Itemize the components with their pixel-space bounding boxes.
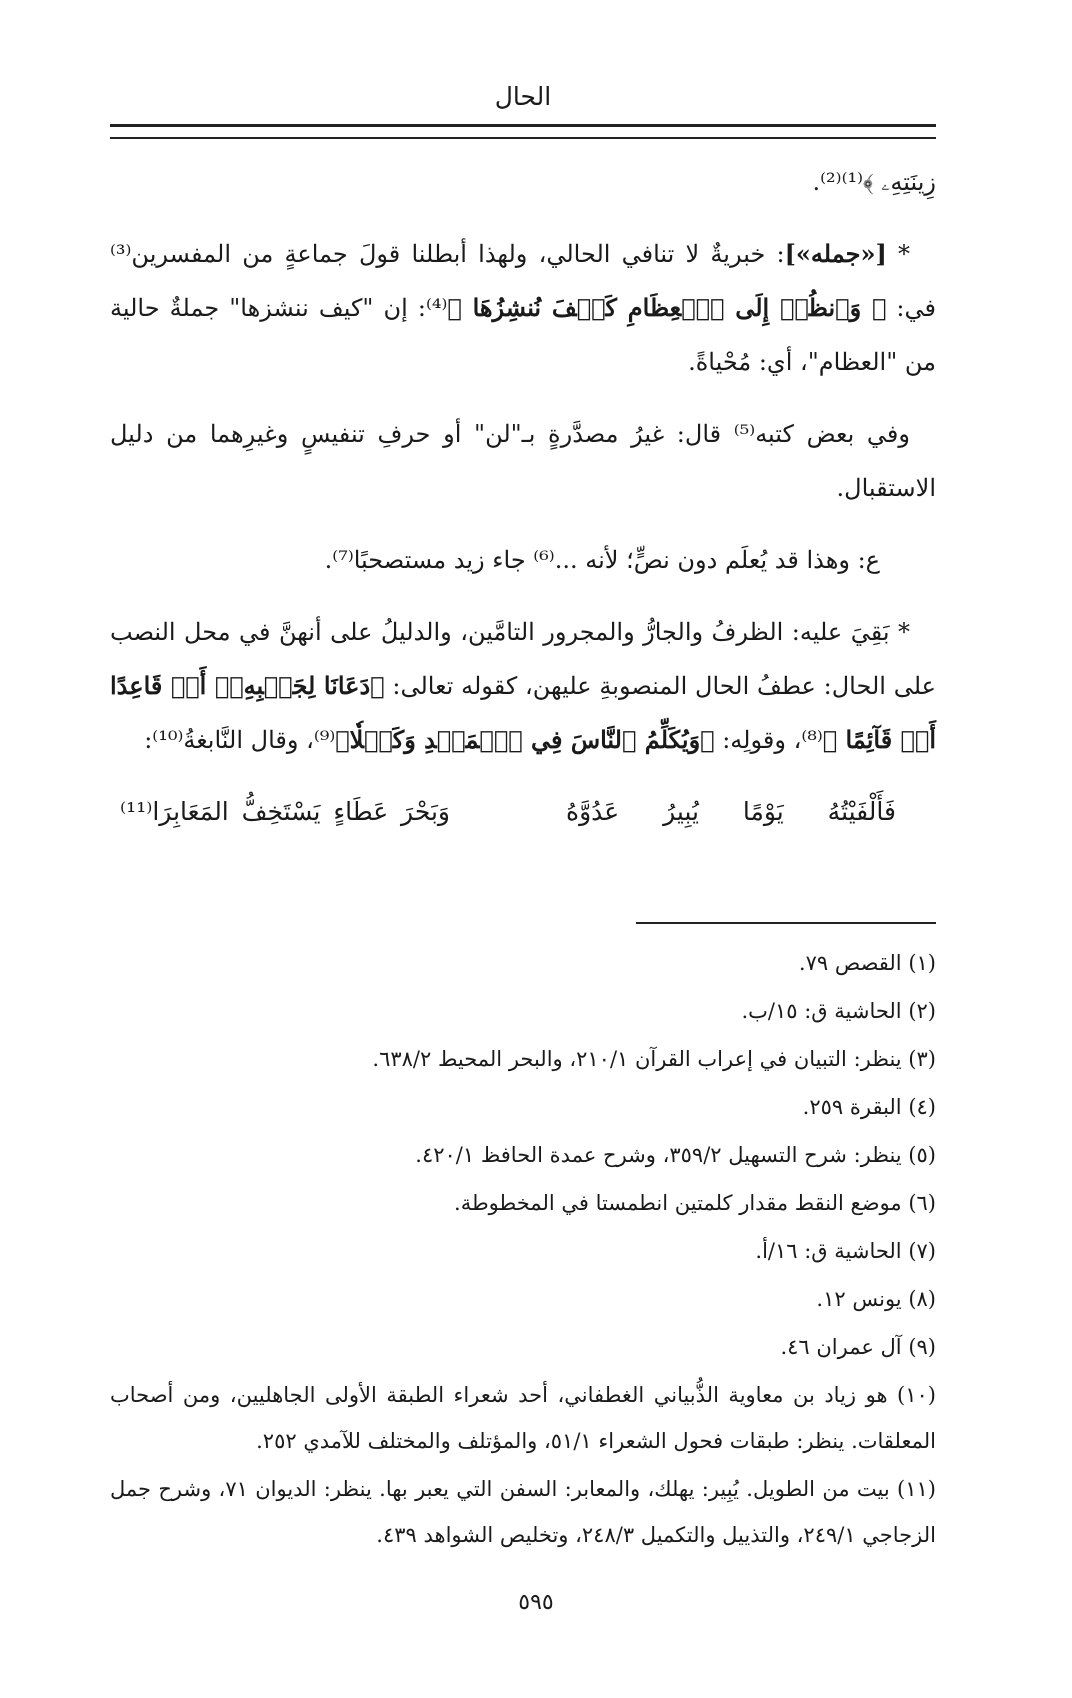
footnote: (٦) موضع النقط مقدار كلمتين انطمستا في المخطوطة.: [454, 1191, 936, 1215]
verse-first-hemistich: [566, 785, 896, 839]
paragraph-4-c: ⁽⁹⁾، وقال النَّابغةُ⁽¹⁰⁾:: [144, 726, 336, 754]
verse-word: يَوْمًا: [742, 797, 784, 826]
paragraph-0: زِينَتِهِۦ ﴾⁽¹⁾⁽²⁾.: [812, 168, 936, 196]
quran-quote-2: ﴿دَعَانَا لِجَنۢبِهِۦٓ أَوۡ قَاعِدًا أَوۡ قَآئِمًا ﴾: [110, 671, 936, 754]
poetry-verse: [110, 785, 936, 839]
footnote-separator: [636, 922, 936, 924]
paragraph-4-a: * بَقِيَ عليه: الظرفُ والجارُّ والمجرور التامَّين، والدليلُ على أنهنَّ في محل النصب على الحال: عطفُ الحال المنصوبةِ عليهن، كقوله تعالى:: [110, 618, 936, 700]
paragraph-4-b: ⁽⁸⁾، وقولِه:: [714, 726, 823, 754]
paragraph-2: وفي بعض كتبه⁽⁵⁾ قال: غيرُ مصدَّرةٍ بـ"لن" أو حرفِ تنفيسٍ وغيرِهما من دليل الاستقبال.: [110, 420, 936, 502]
footnote: (٧) الحاشية ق: ١٦/أ.: [755, 1239, 936, 1263]
page-number: ٥٩٥: [518, 1590, 554, 1615]
footnote: (٢) الحاشية ق: ١٥/ب.: [741, 999, 936, 1023]
verse-word: يَسْتَخِفُّ: [241, 797, 321, 826]
term-label: [«جمله»]: [784, 239, 887, 268]
verse-word: وَبَحْرَ: [401, 797, 450, 826]
paragraph-1: [110, 227, 936, 389]
footnote: (٨) يونس ١٢.: [816, 1287, 936, 1311]
verse-word: فَأَلْفَيْتُهُ: [827, 797, 896, 826]
header-rule-thick: [110, 124, 936, 127]
footnote: (٣) ينظر: التبيان في إعراب القرآن ٢١٠/١، والبحر المحيط ٦٣٨/٢.: [372, 1047, 936, 1071]
paragraph-3: ع: وهذا قد يُعلَم دون نصٍّ؛ لأنه ...⁽⁶⁾ جاء زيد مستصحبًا⁽⁷⁾.: [324, 546, 880, 574]
footnote: (٩) آل عمران ٤٦.: [780, 1335, 936, 1359]
paragraph-1-rest: ⁽⁴⁾: إن "كيف ننشزها" جملةٌ حالية من "العظام"، أي: مُحْياةً.: [110, 294, 936, 376]
verse-word: عَطَاءٍ: [333, 797, 389, 826]
verse-second-hemistich: [120, 785, 450, 839]
header-rule-thin: [110, 137, 936, 139]
main-text: [110, 155, 936, 839]
quran-quote-3: ﴿وَيُكَلِّمُ ٱلنَّاسَ فِي ٱلۡمَهۡدِ وَكَهۡلٗا﴾: [335, 725, 715, 754]
footnotes: [110, 940, 936, 1560]
running-header: الحال: [494, 82, 552, 111]
footnote: (٥) ينظر: شرح التسهيل ٣٥٩/٢، وشرح عمدة الحافظ ٤٢٠/١.: [415, 1143, 936, 1167]
footnote: (١٠) هو زياد بن معاوية الذُّبياني الغطفاني، أحد شعراء الطبقة الأولى الجاهليين، ومن أصحاب المعلقات. ينظر: طبقات فحول الشعراء ٥١/١، والمؤتلف والمختلف للآمدي ٢٥٢.: [110, 1383, 936, 1453]
verse-word: عَدُوَّهُ: [566, 797, 620, 826]
quran-quote-1: ﴿ وَٱنظُرۡ إِلَى ٱلۡعِظَامِ كَيۡفَ نُنشِزُهَا ﴾: [447, 293, 887, 322]
footnote: (١) القصص ٧٩.: [798, 951, 936, 975]
star-marker: *: [886, 240, 910, 268]
footnote: (٤) البقرة ٢٥٩.: [802, 1095, 936, 1119]
footnote: (١١) بيت من الطويل. يُبِير: يهلك، والمعابر: السفن التي يعبر بها. ينظر: الديوان ٧١، وشرح جمل الزجاجي ٢٤٩/١، والتذييل والتكميل ٢٤٨/٣، وتخليص الشواهد ٤٣٩.: [110, 1477, 936, 1547]
paragraph-4: [110, 605, 936, 767]
verse-word: يُبِيرُ: [663, 797, 699, 826]
verse-word: المَعَابِرَا⁽¹¹⁾: [120, 797, 229, 826]
paragraph-1-text: : خبريةٌ لا تنافي الحالي، ولهذا أبطلنا قولَ جماعةٍ من المفسرين⁽³⁾ في:: [110, 240, 936, 322]
